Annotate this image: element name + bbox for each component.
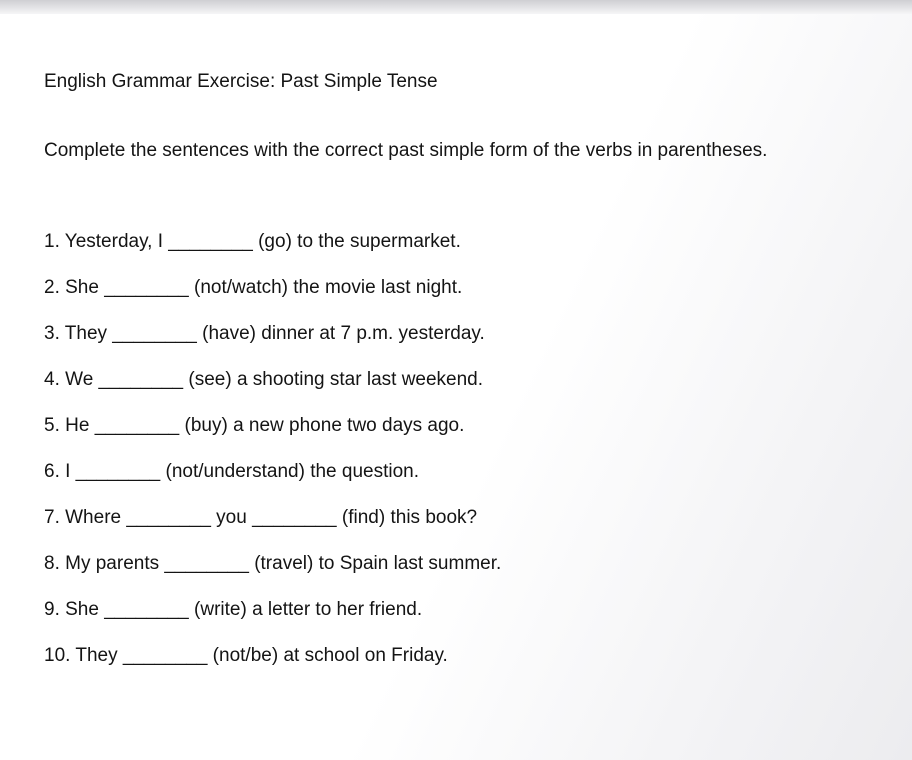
exercise-item-9: 9. She ________ (write) a letter to her friend. [44, 599, 423, 620]
exercise-item-5: 5. He ________ (buy) a new phone two days ago. [44, 415, 465, 436]
exercise-item-1: 1. Yesterday, I ________ (go) to the supermarket. [44, 231, 461, 252]
exercise-item-3: 3. They ________ (have) dinner at 7 p.m. yesterday. [44, 323, 485, 344]
exercise-item-8: 8. My parents ________ (travel) to Spain last summer. [44, 553, 502, 574]
exercise-list [44, 231, 501, 691]
exercise-item-10: 10. They ________ (not/be) at school on Friday. [44, 645, 448, 666]
exercise-item-7: 7. Where ________ you ________ (find) this book? [44, 507, 478, 528]
exercise-item-6: 6. I ________ (not/understand) the question. [44, 461, 419, 482]
page-title: English Grammar Exercise: Past Simple Tense [44, 71, 438, 92]
exercise-item-2: 2. She ________ (not/watch) the movie last night. [44, 277, 463, 298]
exercise-item-4: 4. We ________ (see) a shooting star last weekend. [44, 369, 484, 390]
instructions-text: Complete the sentences with the correct past simple form of the verbs in parentheses. [44, 140, 768, 161]
